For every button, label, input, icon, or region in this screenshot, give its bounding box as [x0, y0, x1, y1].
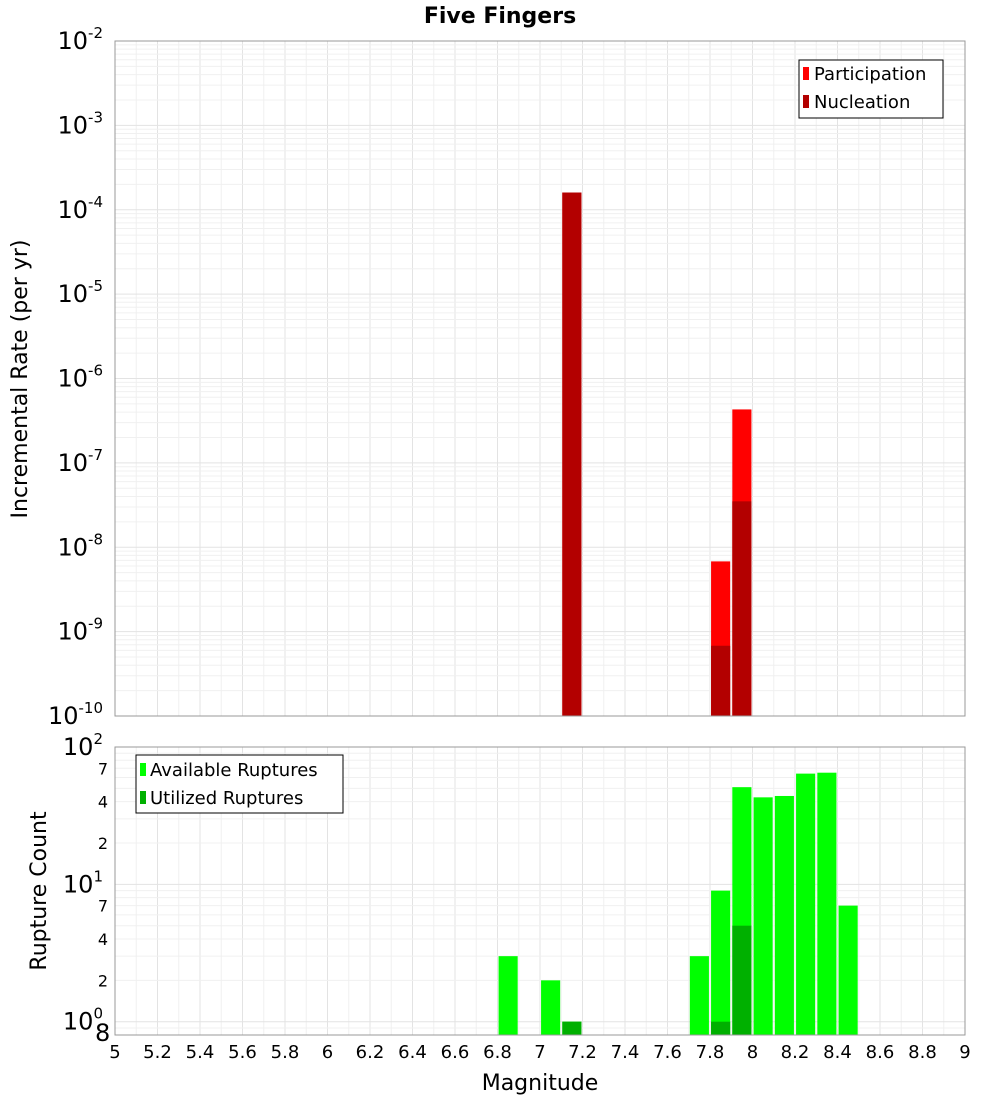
- bottom-bar-s0-9: [817, 773, 836, 1035]
- bottom-y-tick-bottom-label: 8: [95, 1019, 111, 1047]
- top-grid: [115, 41, 965, 716]
- top-y-tick-label-8: $10^{-2}$: [57, 24, 103, 55]
- top-y-tick-label-4: $10^{-6}$: [57, 361, 103, 393]
- top-y-tick-label-7: $10^{-3}$: [57, 108, 103, 140]
- bottom-y-tick-label-6: 4: [97, 792, 108, 812]
- top-legend: [799, 60, 943, 118]
- bottom-y-tick-label-0: $10^0$: [62, 1004, 103, 1036]
- chart-title: Five Fingers: [423, 4, 577, 29]
- bottom-bar-s0-1: [541, 980, 560, 1035]
- x-tick-label-9: 6.8: [483, 1042, 512, 1063]
- x-tick-label-20: 9: [959, 1042, 971, 1063]
- top-bar-s1-2: [732, 501, 751, 716]
- bottom-y-axis-label: Rupture Count: [27, 811, 52, 971]
- bottom-y-tick-label-8: $10^2$: [62, 730, 103, 761]
- bottom-y-tick-label-3: 7: [97, 896, 108, 916]
- bottom-bar-s0-6: [754, 797, 773, 1035]
- top-plot: [8, 24, 965, 730]
- bottom-bar-s0-0: [499, 956, 518, 1035]
- x-tick-label-8: 6.6: [440, 1042, 470, 1063]
- participation-legend-swatch: [803, 67, 809, 80]
- top-y-tick-label-3: $10^{-7}$: [57, 445, 103, 477]
- x-tick-label-12: 7.4: [610, 1042, 640, 1063]
- x-tick-label-2: 5.4: [185, 1042, 215, 1063]
- utilized-ruptures-legend-swatch: [140, 791, 146, 804]
- top-y-tick-label-2: $10^{-8}$: [57, 530, 103, 562]
- x-tick-label-13: 7.6: [653, 1042, 682, 1063]
- bottom-y-tick-label-2: 4: [97, 930, 108, 949]
- bottom-y-tick-label-4: $10^1$: [62, 867, 103, 899]
- x-tick-label-1: 5.2: [143, 1042, 172, 1063]
- x-tick-label-14: 7.8: [695, 1042, 725, 1063]
- bottom-bar-s1-1: [711, 1022, 730, 1035]
- x-tick-label-19: 8.8: [908, 1042, 937, 1063]
- bottom-bar-s0-7: [775, 796, 794, 1035]
- participation-legend-label: Participation: [814, 64, 927, 85]
- utilized-ruptures-legend-label: Utilized Ruptures: [150, 788, 304, 809]
- x-axis-label: Magnitude: [481, 1071, 599, 1096]
- x-tick-label-11: 7.2: [568, 1042, 597, 1063]
- x-tick-label-5: 6: [321, 1042, 334, 1063]
- bottom-plot: [27, 730, 971, 1096]
- top-y-axis-label: Incremental Rate (per yr): [8, 239, 33, 519]
- bottom-bar-s1-0: [562, 1022, 581, 1035]
- x-tick-label-16: 8.2: [780, 1042, 810, 1063]
- bottom-bar-s0-8: [796, 774, 815, 1035]
- top-y-tick-label-5: $10^{-5}$: [57, 277, 103, 309]
- x-ticks: [109, 1042, 970, 1063]
- available-ruptures-legend-swatch: [140, 763, 146, 776]
- top-y-tick-label-0: $10^{-10}$: [47, 699, 103, 730]
- bottom-bar-s0-3: [690, 956, 709, 1035]
- x-tick-label-4: 5.8: [270, 1042, 300, 1063]
- top-bar-s1-1: [711, 646, 730, 716]
- x-tick-label-18: 8.6: [865, 1042, 895, 1063]
- bottom-y-tick-label-1: 2: [97, 971, 108, 991]
- x-tick-label-3: 5.6: [228, 1042, 257, 1063]
- bottom-y-ticks: [63, 730, 108, 1036]
- top-y-tick-label-1: $10^{-9}$: [57, 614, 103, 646]
- x-tick-label-0: 5: [109, 1042, 121, 1063]
- bottom-legend: [136, 755, 343, 813]
- x-tick-label-6: 6.2: [355, 1042, 385, 1063]
- top-y-tick-label-6: $10^{-4}$: [57, 192, 103, 224]
- available-ruptures-legend-label: Available Ruptures: [150, 760, 318, 781]
- top-y-ticks: [48, 24, 103, 730]
- bottom-y-tick-label-7: 7: [97, 759, 108, 779]
- x-tick-label-7: 6.4: [398, 1042, 427, 1063]
- bottom-bar-s0-4: [711, 891, 730, 1035]
- bottom-bar-s0-10: [839, 906, 858, 1035]
- x-tick-label-17: 8.4: [823, 1042, 852, 1063]
- bottom-y-tick-label-5: 2: [97, 834, 108, 853]
- bottom-bar-s1-2: [732, 926, 751, 1035]
- x-tick-label-10: 7: [534, 1042, 546, 1063]
- nucleation-legend-label: Nucleation: [814, 92, 911, 113]
- x-tick-label-15: 8: [746, 1042, 759, 1063]
- nucleation-legend-swatch: [803, 95, 809, 108]
- top-bar-s1-0: [562, 193, 581, 716]
